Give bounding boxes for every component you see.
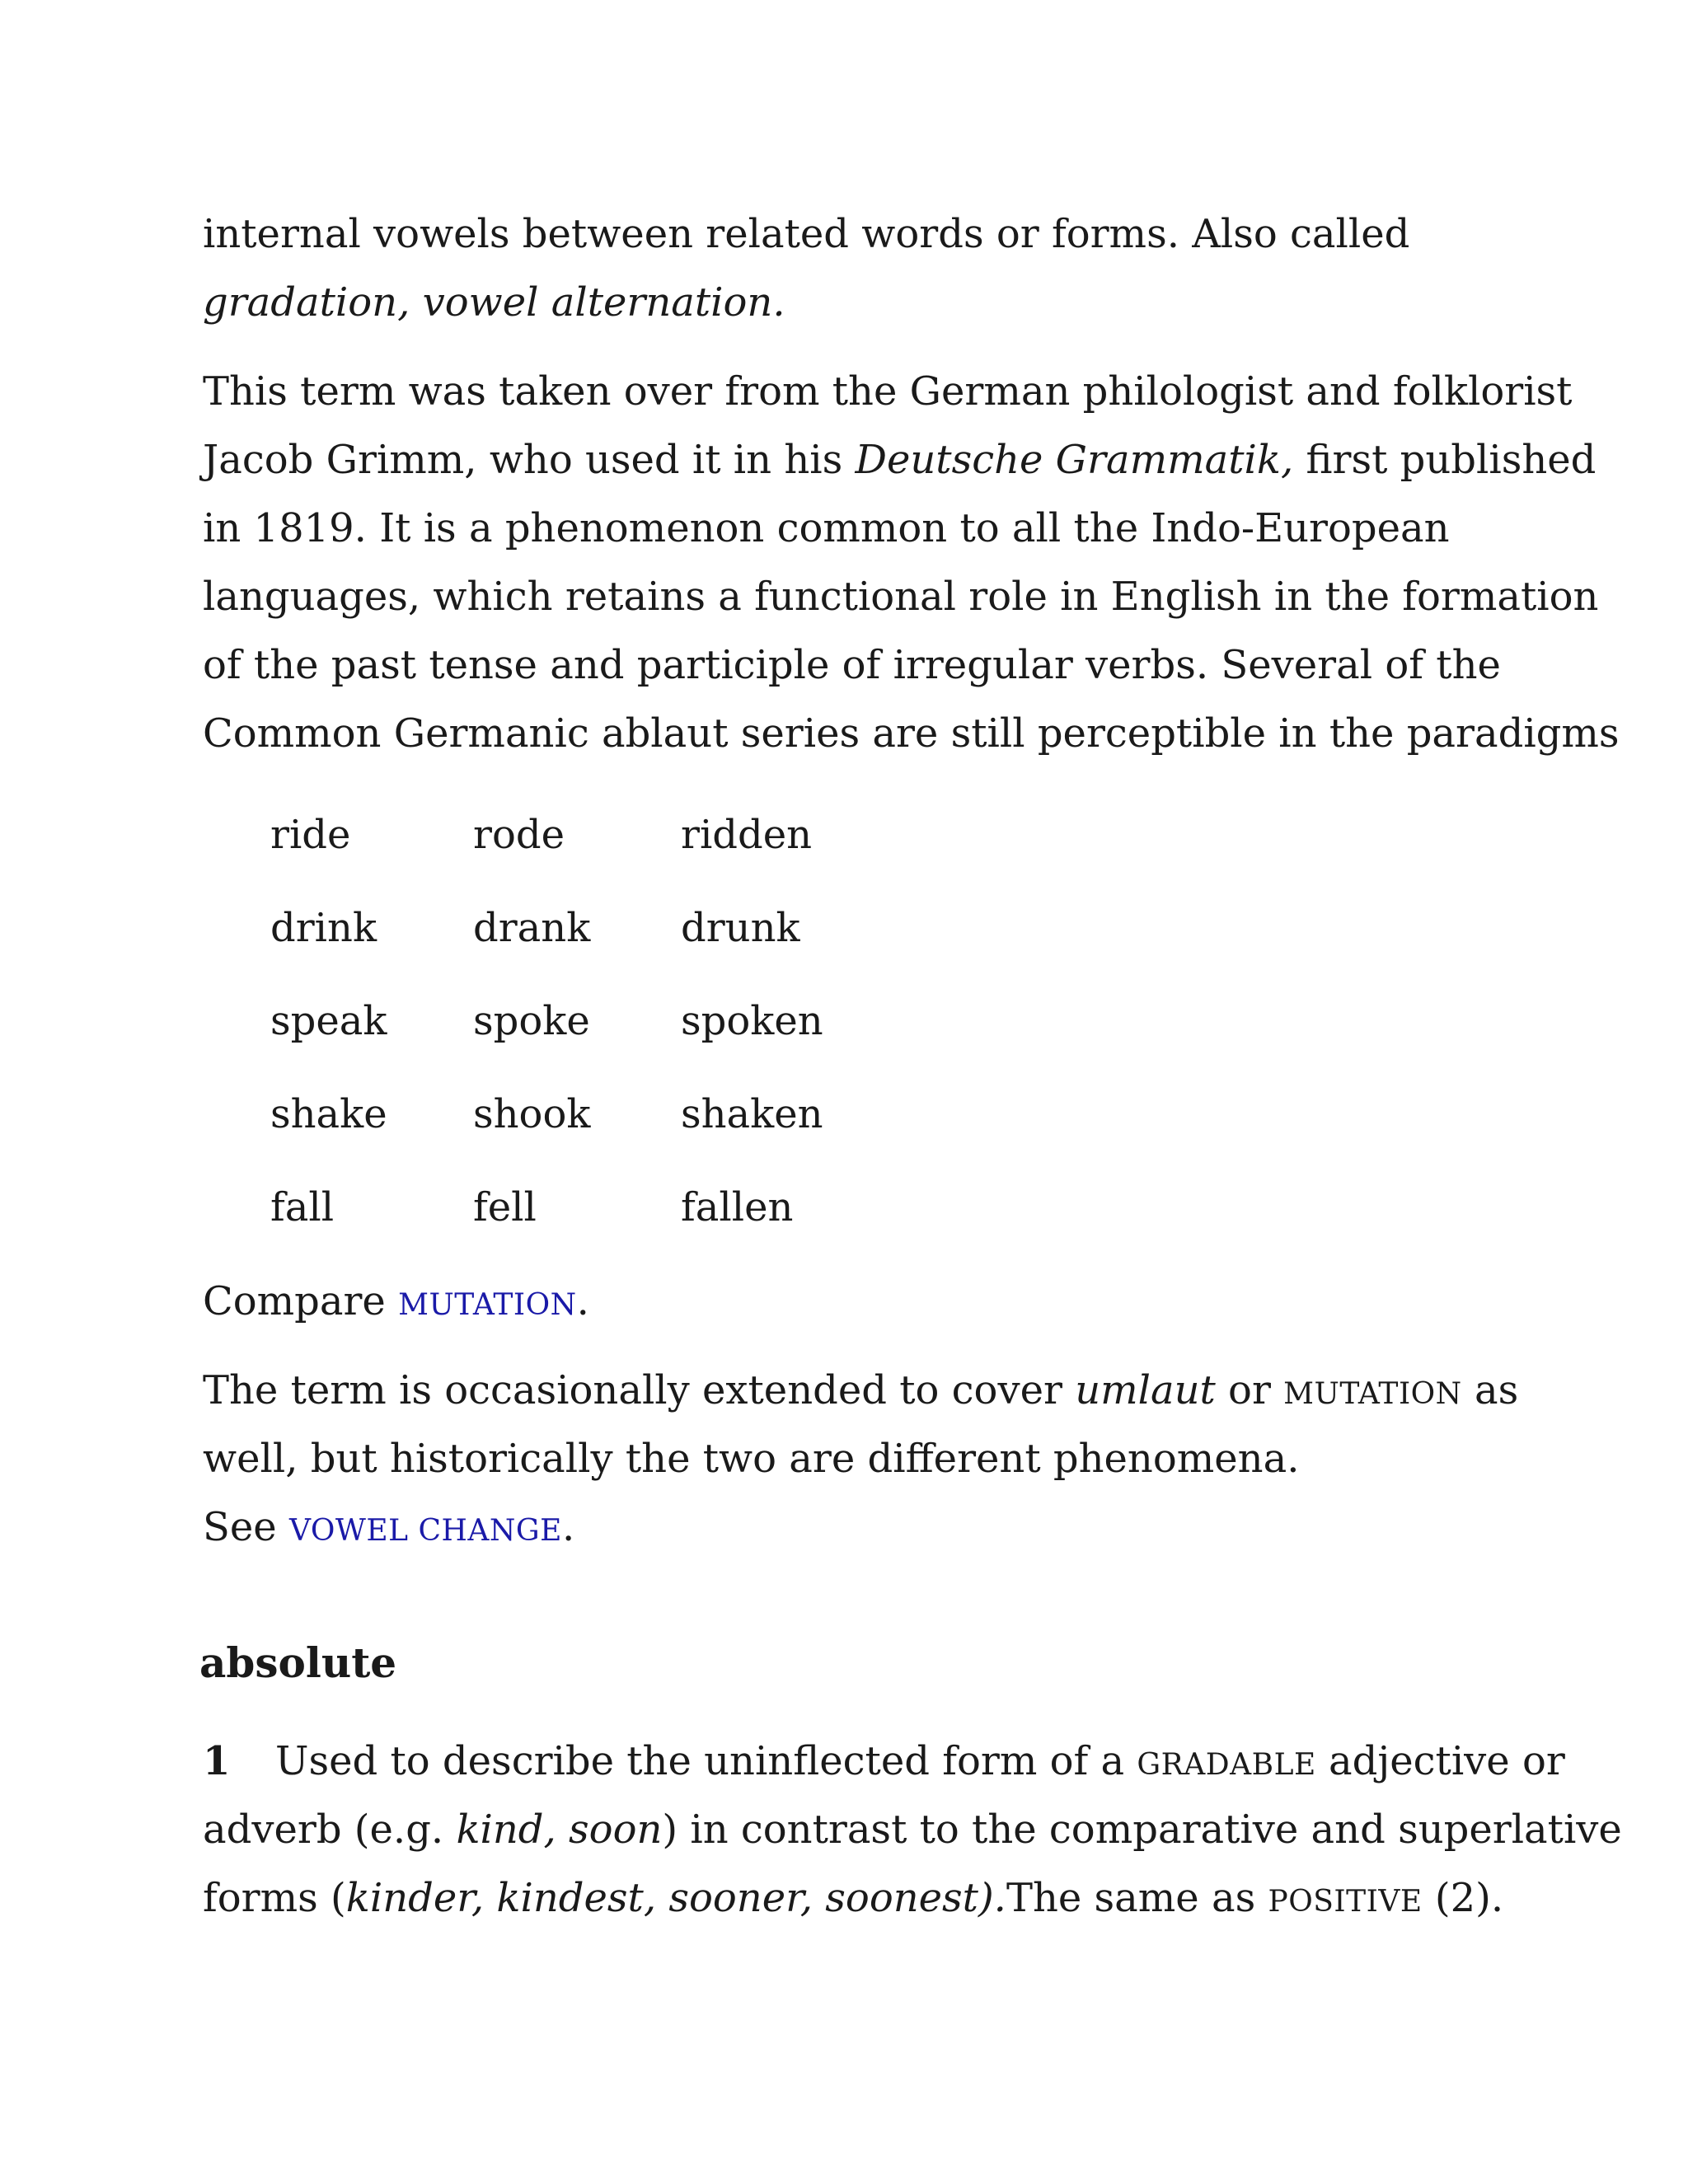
text-line [203,1864,1522,1933]
paradigm-present: drink [270,905,377,951]
paradigm-present: shake [270,1091,387,1137]
text-run: The same as [1006,1875,1268,1921]
paradigm-participle: spoken [681,998,823,1044]
small-caps-term: MUTATION [1283,1377,1462,1411]
alternative-names: gradation, vowel alternation. [203,279,785,326]
paradigm-participle: drunk [681,905,800,951]
text-line [203,1796,1622,1864]
text-run: . [561,1504,575,1550]
paradigm-present: ride [270,812,351,858]
compare-line [203,1268,1522,1339]
paradigm-past: rode [473,812,565,858]
paragraph-definition-end [203,200,1522,337]
text-run: (2). [1422,1875,1504,1921]
text-line: languages, which retains a functional role in English in the formation [203,574,1599,620]
text-run: adverb (e.g. [203,1807,457,1853]
paradigm-past: fell [473,1184,537,1230]
text-line: of the past tense and participle of irregular verbs. Several of the [203,642,1501,688]
cross-reference-link-vowel-change[interactable]: VOWEL CHANGE [288,1514,562,1548]
sense-number: 1 [203,1738,231,1784]
text-run: or [1215,1367,1284,1413]
text-run: Compare [203,1278,399,1324]
paradigm-present: fall [270,1184,335,1230]
text-run: . [576,1278,589,1324]
text-line [203,1727,1565,1796]
paragraph-umlaut-note [203,1357,1522,1562]
text-line: well, but historically the two are different phenomena. [203,1436,1300,1482]
paradigm-participle: fallen [681,1184,794,1230]
text-line: This term was taken over from the German philologist and folklorist [203,368,1573,415]
paradigm-past: spoke [473,998,590,1044]
sense-1 [203,1727,1622,1933]
paradigm-past: drank [473,905,591,951]
italic-term: umlaut [1075,1367,1216,1413]
paradigm-participle: shaken [681,1091,823,1137]
paradigm-participle: ridden [681,812,813,858]
paragraph-history [203,358,1620,768]
example-words: kinder, kindest, sooner, soonest). [345,1875,1006,1921]
book-title: Deutsche Grammatik, [855,437,1294,483]
text-line: internal vowels between related words or forms. Also called [203,211,1410,257]
text-line [203,426,1597,494]
see-line [203,1493,1522,1562]
text-line: Common Germanic ablaut series are still perceptible in the paradigms [203,710,1620,757]
paradigm-past: shook [473,1091,591,1137]
text-line: in 1819. It is a phenomenon common to all the Indo-European [203,505,1450,551]
small-caps-term: GRADABLE [1137,1748,1316,1782]
text-run: ) in contrast to the comparative and superlative [662,1807,1622,1853]
text-line [203,1357,1522,1425]
text-run: first published [1293,437,1597,483]
text-run: forms ( [203,1875,346,1921]
text-run: Used to describe the uninflected form of a [275,1738,1137,1784]
entry-headword: absolute [199,1638,397,1687]
text-run: as [1461,1367,1519,1413]
cross-reference-link-mutation[interactable]: MUTATION [398,1288,577,1322]
text-run: Jacob Grimm, who used it in his [203,437,856,483]
example-words: kind, soon [456,1807,663,1853]
small-caps-term: POSITIVE [1268,1885,1423,1919]
text-run: The term is occasionally extended to cover [203,1367,1076,1413]
text-run: See [203,1504,289,1550]
text-run: adjective or [1315,1738,1565,1784]
paradigm-present: speak [270,998,387,1044]
